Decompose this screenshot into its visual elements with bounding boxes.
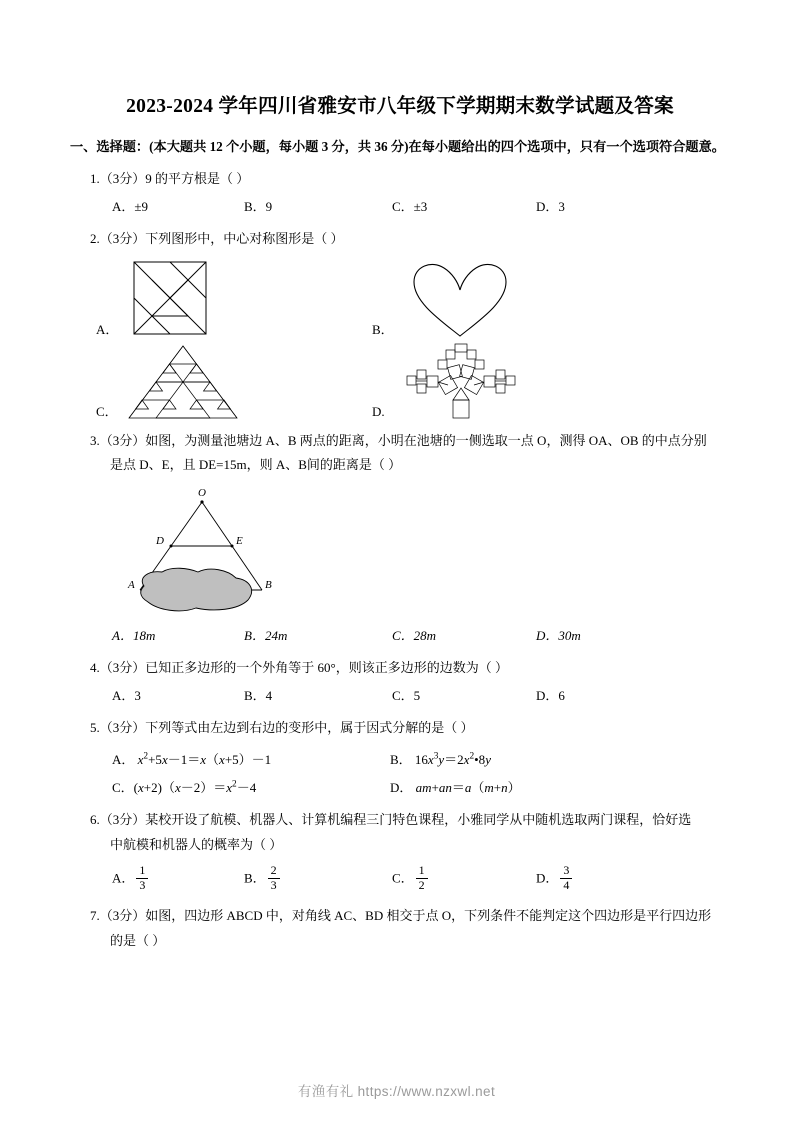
pond-diagram (110, 482, 300, 622)
question-6-text: 6.（3分）某校开设了航模、机器人、计算机编程三门特色课程，小雅同学从中随机选取两门课程，恰好选 (90, 811, 692, 827)
figure-label-b: B． (372, 321, 394, 337)
option-a (112, 865, 244, 894)
fraction-a-denominator: 3 (136, 878, 148, 893)
question-3-figure (70, 482, 730, 622)
figure-b-cell (372, 258, 520, 340)
fraction-d-numerator: 3 (563, 863, 570, 878)
question-5-text: 5.（3分）下列等式由左边到右边的变形中，属于因式分解的是（ ） (90, 720, 474, 736)
option-b: B． $16x^3y=2x^2•8y$ (390, 751, 491, 767)
figure-c-cell (96, 342, 372, 422)
fraction-c-numerator: 1 (418, 863, 425, 878)
question-5-options-row2 (70, 775, 730, 801)
question-2 (70, 227, 730, 252)
question-2-text: 2.（3分）下列图形中，中心对称图形是（ ） (90, 231, 344, 247)
figure-d-cell (372, 342, 531, 422)
question-6 (70, 808, 730, 857)
option-c: C．±3 (392, 199, 428, 215)
question-7-text: 7.（3分）如图，四边形 ABCD 中，对角线 AC、BD 相交于点 O，下列条件不能判定这个四边形是平行四边形 (90, 907, 712, 923)
figure-label-a: A． (96, 321, 119, 337)
fraction-d-denominator: 4 (560, 878, 572, 893)
document-content (70, 92, 730, 953)
svg-text:O: O (198, 487, 206, 500)
question-3-options (70, 624, 730, 649)
question-6-text2: 中航模和机器人的概率为（ ） (110, 836, 283, 852)
option-d: D． am+an＝a（m+n） (390, 779, 521, 795)
question-2-figures-row2 (70, 342, 730, 422)
option-b (244, 865, 392, 894)
svg-text:D: D (156, 535, 164, 548)
question-1-text: 1.（3分）9 的平方根是（ ） (90, 170, 250, 186)
option-a: A．3 (112, 688, 141, 704)
heart-icon (400, 258, 520, 340)
question-1-options (70, 195, 730, 220)
fraction-b-numerator: 2 (270, 863, 277, 878)
symmetric-tree-pattern-icon (391, 342, 531, 422)
question-3 (70, 429, 730, 478)
option-c (392, 865, 536, 894)
option-d: D．30m (536, 628, 581, 644)
option-d: D．6 (536, 688, 565, 704)
fraction-a-numerator: 1 (139, 863, 146, 878)
option-c: C．28m (392, 628, 437, 644)
page-title: 2023-2024 学年四川省雅安市八年级下学期期末数学试题及答案 (126, 96, 674, 117)
sierpinski-triangle-icon (124, 342, 242, 422)
fraction-b (268, 864, 280, 893)
option-d: D．3 (536, 199, 565, 215)
option-b: B．4 (244, 688, 273, 704)
question-3-text2: 是点 D、E，且 DE=15m，则 A、B间的距离是（ ） (110, 457, 402, 473)
option-a: A． $x^2+5x-1=x(x+5)-1$ (112, 751, 272, 767)
option-c-label: C． (392, 870, 414, 886)
question-3-text: 3.（3分）如图，为测量池塘边 A、B 两点的距离，小明在池塘的一侧选取一点 O，测得 OA、OB 的中点分别 (90, 432, 707, 448)
fraction-b-denominator: 3 (268, 878, 280, 893)
question-2-figures-row1 (70, 258, 730, 340)
question-4 (70, 656, 730, 681)
svg-text:A: A (128, 579, 135, 592)
option-c: C．$(x+2)(x-2)=x^2-4$ (112, 779, 257, 795)
question-6-options (70, 865, 730, 894)
section-heading: 一、选择题：(本大题共 12 个小题，每小题 3 分，共 36 分)在每小题给出的四个选项中，只有一个选项符合题意。 (70, 139, 725, 155)
fraction-c (416, 864, 428, 893)
fraction-a (136, 864, 148, 893)
fraction-c-denominator: 2 (416, 878, 428, 893)
question-5 (70, 716, 730, 741)
option-a: A．±9 (112, 199, 149, 215)
question-4-options (70, 684, 730, 709)
option-a: A．18m (112, 628, 156, 644)
question-4-text: 4.（3分）已知正多边形的一个外角等于 60°，则该正多边形的边数为（ ） (90, 659, 508, 675)
tangram-square-icon (124, 258, 216, 340)
option-d-label: D． (536, 870, 559, 886)
question-7-text2: 的是（ ） (110, 932, 166, 948)
option-a-label: A． (112, 870, 135, 886)
figure-label-d: D. (372, 403, 385, 419)
fraction-d (560, 864, 572, 893)
svg-text:B: B (265, 579, 272, 592)
option-d (536, 865, 656, 894)
question-7 (70, 904, 730, 953)
option-b: B．24m (244, 628, 288, 644)
figure-a-cell (96, 258, 372, 340)
option-b-label: B． (244, 870, 266, 886)
question-5-options-row1 (70, 747, 730, 773)
footer-watermark: 有渔有礼 https://www.nzxwl.net (297, 1084, 496, 1099)
option-c: C．5 (392, 688, 421, 704)
question-1 (70, 167, 730, 192)
option-b: B．9 (244, 199, 273, 215)
svg-text:E: E (236, 535, 243, 548)
figure-label-c: C． (96, 403, 118, 419)
